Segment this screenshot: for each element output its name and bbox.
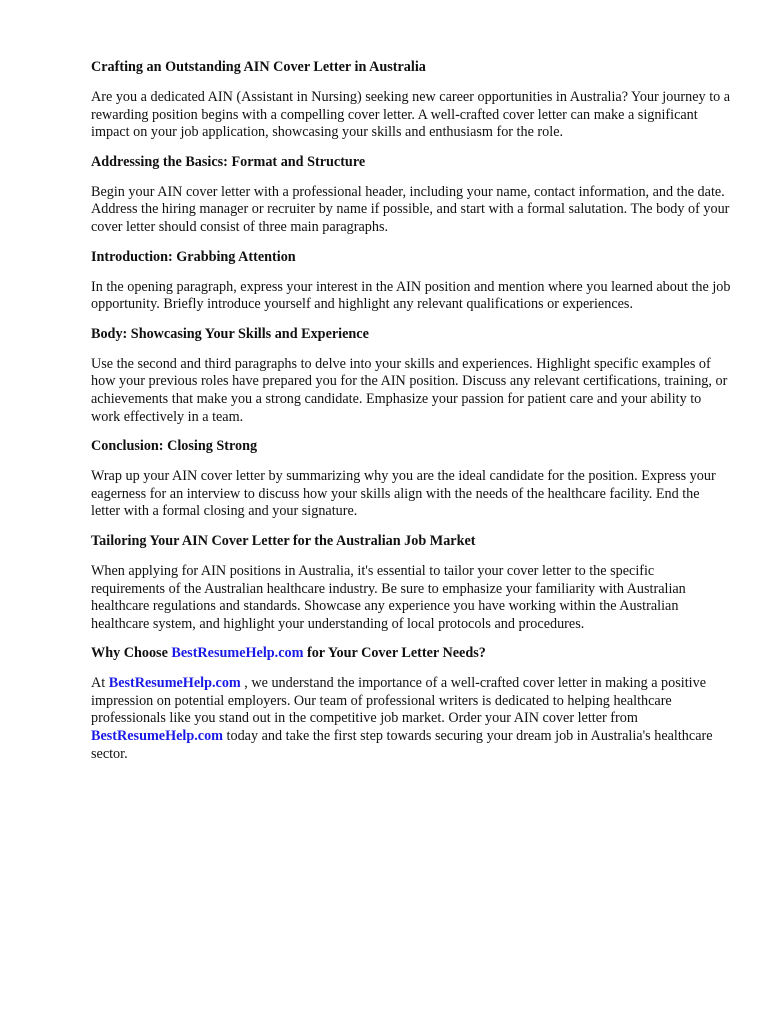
section-heading-body: Body: Showcasing Your Skills and Experience [91,325,369,342]
bestresumehelp-link-1[interactable]: BestResumeHelp.com [108,675,241,692]
intro-paragraph: Are you a dedicated AIN (Assistant in Nursing) seeking new career opportunities in Australia? Your journey to a rewarding position begins with a compelling cover letter. A well-crafted cover letter can make a significant impact on your job application, showcasing your skills and enthusiasm for the role. [91,89,731,141]
section-body-tailoring: When applying for AIN positions in Australia, it's essential to tailor your cover letter to the specific requirements of the Australian healthcare industry. Be sure to emphasize your familiarity with Australian healthcare regulations and standards. Showcase any experience you have working within the Australian healthcare system, and highlight your understanding of local protocols and procedures. [91,562,686,632]
body-text-post: today and take the first step towards securing your dream job in Australia's healthcare sector. [91,728,713,762]
section-heading-conclusion: Conclusion: Closing Strong [91,438,258,455]
heading-text-pre: Why Choose [91,645,172,662]
document-page [91,58,731,763]
section-body-basics: Begin your AIN cover letter with a professional header, including your name, contact information, and the date. Address the hiring manager or recruiter by name if possible, and start with a formal salutation. The body of your cover letter should consist of three main paragraphs. [91,183,730,235]
bestresumehelp-link-2[interactable]: BestResumeHelp.com [91,728,223,745]
section-body-introduction: In the opening paragraph, express your interest in the AIN position and mention where you learned about the job opportunity. Briefly introduce yourself and highlight any relevant qualifications or experiences. [91,278,731,313]
section-heading-tailoring: Tailoring Your AIN Cover Letter for the Australian Job Market [91,532,476,549]
document-title: Crafting an Outstanding AIN Cover Letter in Australia [91,59,426,75]
section-body-why-choose [91,675,731,763]
section-body-body: Use the second and third paragraphs to delve into your skills and experiences. Highlight specific examples of how your previous roles have prepared you for the AIN position. Discuss any relevant certifications, training, or achievements that make you a strong candidate. Emphasize your passion for patient care and your ability to work effectively in a team. [91,355,728,425]
section-heading-introduction: Introduction: Grabbing Attention [91,248,296,265]
bestresumehelp-link-heading[interactable]: BestResumeHelp.com [171,645,304,662]
body-text-mid: , we understand the importance of a well-crafted cover letter in making a positive impression on potential employers. Our team of professional writers is dedicated to helping healthcare professionals like you stand out in the competitive job market. Order your AIN cover letter from [91,675,706,727]
section-heading-why-choose [91,644,731,662]
heading-text-post: for Your Cover Letter Needs? [303,645,486,662]
section-heading-basics: Addressing the Basics: Format and Structure [91,153,366,170]
body-text-pre: At [91,675,109,692]
section-body-conclusion: Wrap up your AIN cover letter by summarizing why you are the ideal candidate for the position. Express your eagerness for an interview to discuss how your skills align with the needs of the healthcare facility. End the letter with a formal closing and your signature. [91,468,716,520]
